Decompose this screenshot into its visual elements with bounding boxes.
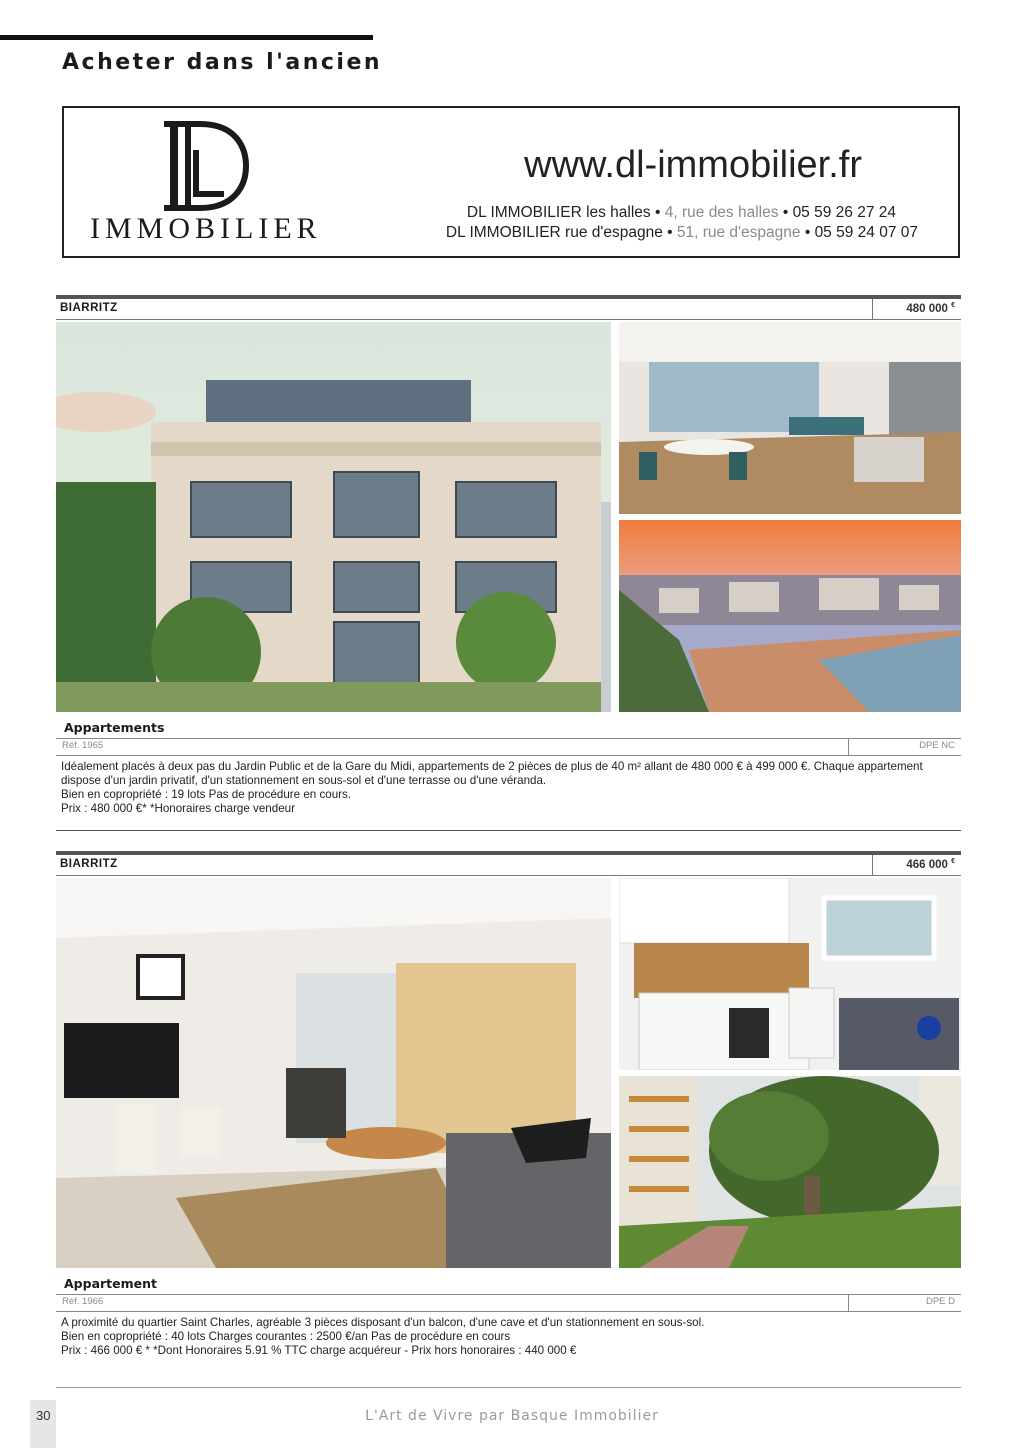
description-line: Prix : 466 000 € * *Dont Honoraires 5.91 % TTC charge acquéreur - Prix hors honoraires : 440 000 € — [61, 1344, 577, 1357]
photo-beach-sunset[interactable] — [619, 520, 961, 712]
description-line: Idéalement placés à deux pas du Jardin Public et de la Gare du Midi, appartements de 2 pièces de plus de 40 m² allant de 480 000 € à 499 000 €. Chaque appartement dispose d'un jardin privatif, d'un stationnement en sous-sol et d'une terrasse ou d'une véranda. — [61, 760, 923, 787]
office-name: DL IMMOBILIER rue d'espagne — [445, 224, 663, 241]
dpe-rating: DPE NC — [919, 740, 955, 751]
reference-number: Réf. 1965 — [62, 740, 104, 751]
separator-dot: • — [782, 204, 789, 221]
dl-logo-mark — [160, 120, 250, 212]
listing-divider — [56, 830, 961, 831]
listing-header — [56, 295, 961, 320]
separator-dot: • — [667, 224, 673, 241]
logo-wordmark: IMMOBILIER — [90, 212, 322, 245]
listing-description — [61, 1316, 961, 1358]
agency-banner — [62, 106, 960, 258]
listing-price: 466 000 € — [906, 858, 955, 871]
price-box — [872, 855, 961, 875]
agency-url[interactable]: www.dl-immobilier.fr — [524, 144, 862, 186]
ref-row — [56, 738, 961, 756]
dpe-box — [848, 1295, 961, 1311]
ref-row — [56, 1294, 961, 1312]
property-type: Appartement — [64, 1276, 157, 1291]
reference-number: Réf. 1966 — [62, 1296, 104, 1307]
listing-city: BIARRITZ — [60, 858, 118, 870]
office-address: 51, rue d'espagne — [676, 224, 801, 241]
listing-description — [61, 760, 961, 816]
separator-dot: • — [804, 224, 811, 241]
photo-living-room-render[interactable] — [619, 322, 961, 514]
footer-rule — [56, 1387, 961, 1388]
dpe-rating: DPE D — [925, 1296, 955, 1307]
description-line: Prix : 480 000 €* *Honoraires charge vendeur — [61, 802, 295, 815]
dpe-box — [848, 739, 961, 755]
agency-office-2 — [446, 224, 918, 242]
price-box — [872, 299, 961, 319]
footer-tagline: L'Art de Vivre par Basque Immobilier — [365, 1408, 659, 1424]
listing-header — [56, 851, 961, 876]
listing-price: 480 000 € — [906, 302, 955, 315]
description-line: A proximité du quartier Saint Charles, agréable 3 pièces disposant d'un balcon, d'une cave et d'un stationnement en sous-sol. — [61, 1316, 705, 1329]
page-number: 30 — [36, 1408, 51, 1423]
agency-office-1 — [467, 204, 896, 222]
description-line: Bien en copropriété : 40 lots Charges courantes : 2500 €/an Pas de procédure en cours — [61, 1330, 511, 1343]
listing-card — [56, 295, 961, 835]
office-address: 4, rue des halles — [664, 204, 779, 221]
separator-dot: • — [655, 204, 661, 221]
section-title: Acheter dans l'ancien — [62, 50, 383, 75]
office-name: DL IMMOBILIER les halles — [466, 204, 651, 221]
top-rule — [0, 35, 373, 40]
office-phone[interactable]: 05 59 26 27 24 — [792, 204, 896, 221]
photo-building-facade[interactable] — [56, 322, 611, 712]
photo-garden-tree[interactable] — [619, 1076, 961, 1268]
office-phone[interactable]: 05 59 24 07 07 — [814, 224, 918, 241]
property-type: Appartements — [64, 720, 165, 735]
listing-city: BIARRITZ — [60, 302, 118, 314]
description-line: Bien en copropriété : 19 lots Pas de procédure en cours. — [61, 788, 352, 801]
photo-living-room[interactable] — [56, 878, 611, 1268]
photo-kitchen[interactable] — [619, 878, 961, 1070]
listing-card — [56, 851, 961, 1361]
